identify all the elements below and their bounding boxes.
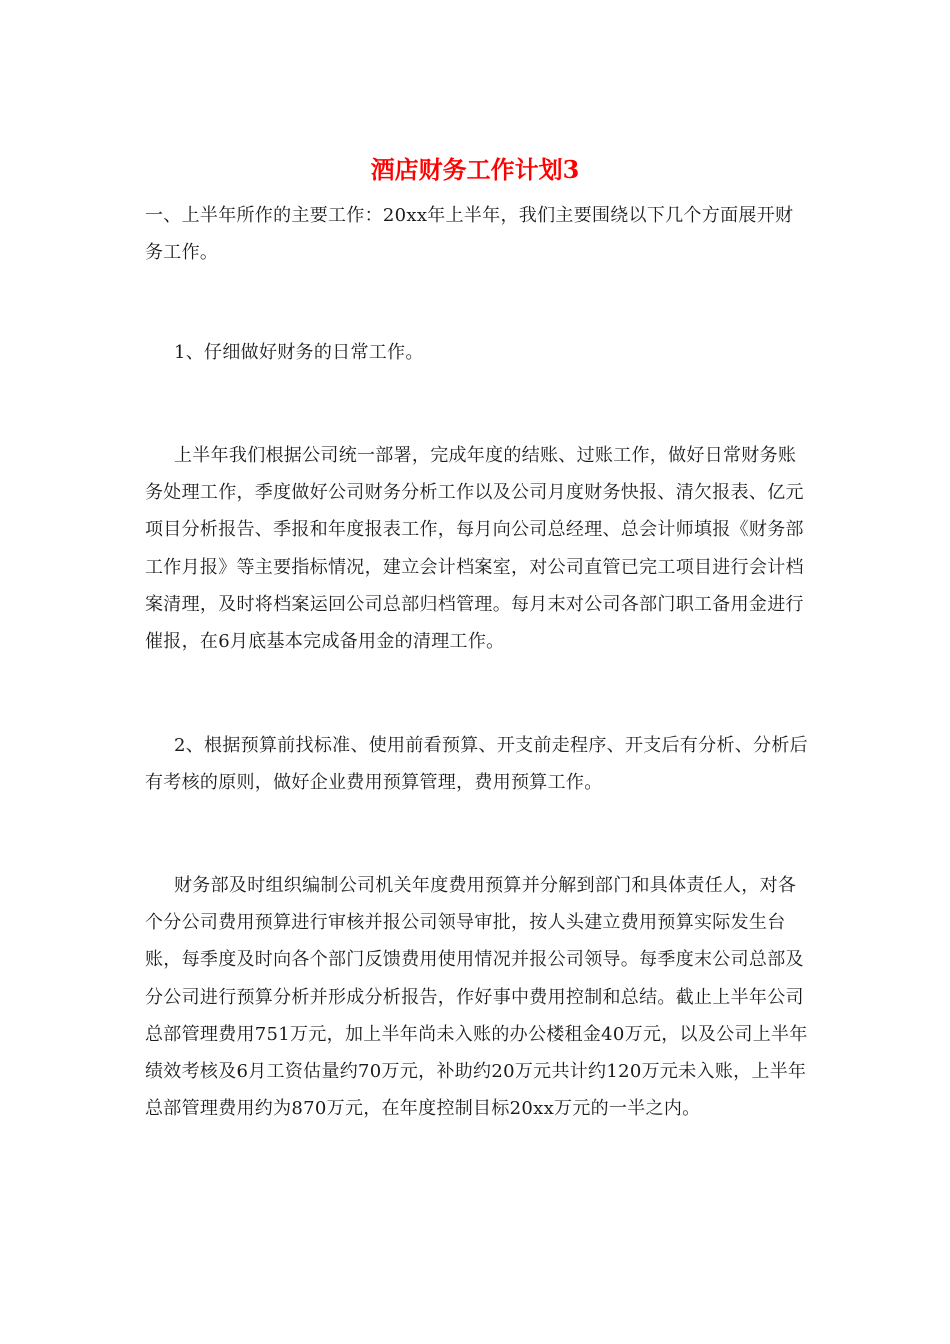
paragraph-budget-work: 财务部及时组织编制公司机关年度费用预算并分解到部门和具体责任人，对各个分公司费用预算进行审核并报公司领导审批，按人头建立费用预算实际发生台账，每季度及时向各个部门反馈费用使用情况并报公司领导。每季度末公司总部及分公司进行预算分析并形成分析报告，作好事中费用控制和总结。截止上半年公司总部管理费用751万元，加上半年尚未入账的办公楼租金40万元，以及公司上半年绩效考核及6月工资估量约70万元，补助约20万元共计约120万元未入账，上半年总部管理费用约为870万元，在年度控制目标20xx万元的一半之内。 bbox=[145, 875, 808, 1120]
document-title: 酒店财务工作计划3 bbox=[370, 155, 580, 184]
paragraph-item-two: 2、根据预算前找标准、使用前看预算、开支前走程序、开支后有分析、分析后有考核的原则，做好企业费用预算管理，费用预算工作。 bbox=[145, 735, 808, 794]
paragraph-daily-work: 上半年我们根据公司统一部署，完成年度的结账、过账工作，做好日常财务账务处理工作，季度做好公司财务分析工作以及公司月度财务快报、清欠报表、亿元项目分析报告、季报和年度报表工作，每月向公司总经理、总会计师填报《财务部工作月报》等主要指标情况，建立会计档案室，对公司直管已完工项目进行会计档案清理，及时将档案运回公司总部归档管理。每月末对公司各部门职工备用金进行催报，在6月底基本完成备用金的清理工作。 bbox=[145, 445, 804, 653]
paragraph-section-one: 一、上半年所作的主要工作：20xx年上半年，我们主要围绕以下几个方面展开财务工作。 bbox=[145, 205, 794, 264]
paragraph-item-one: 1、仔细做好财务的日常工作。 bbox=[174, 342, 424, 363]
